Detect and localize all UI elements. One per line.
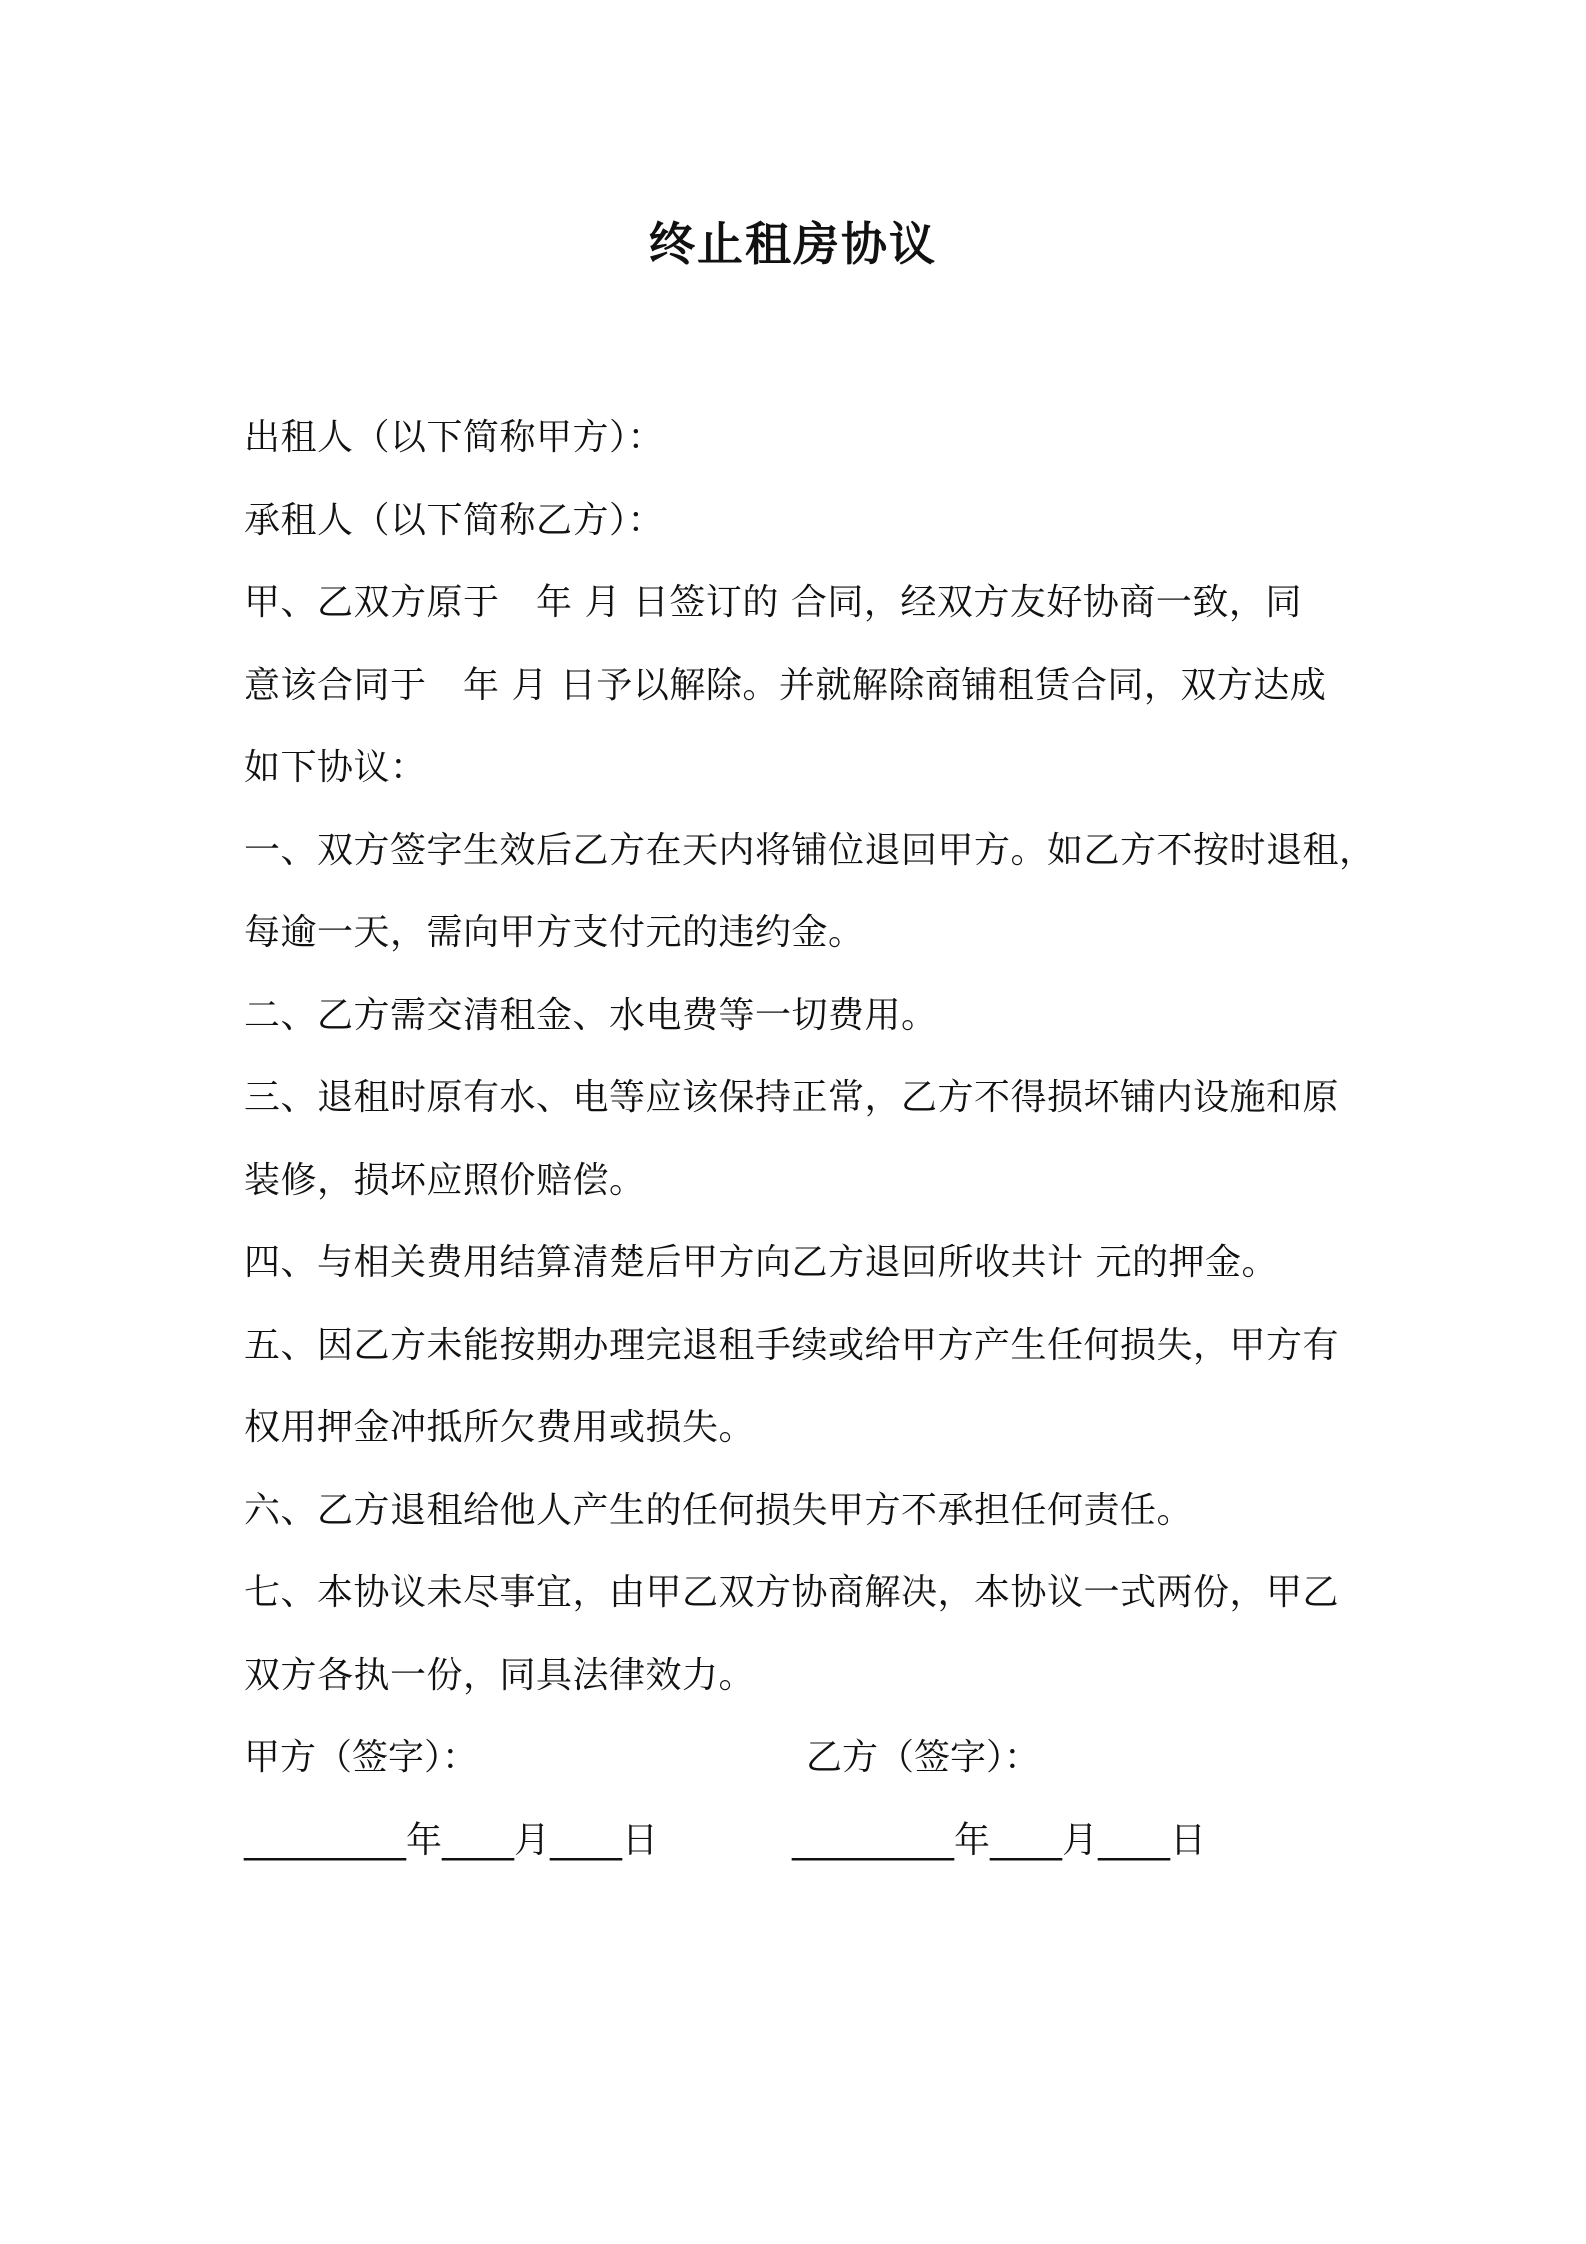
party-a-signature-label: 甲方（签字）： xyxy=(244,1737,479,1778)
clause-7-line-1: 七、本协议未尽事宜，由甲乙双方协商解决，本协议一式两份，甲乙 xyxy=(244,1572,1340,1613)
date-row xyxy=(244,1811,1364,1894)
clause-5-line-2: 权用押金冲抵所欠费用或损失。 xyxy=(244,1407,756,1448)
document-body xyxy=(244,408,1376,1893)
clause-7-line-2: 双方各执一份，同具法律效力。 xyxy=(244,1654,756,1696)
clause-3-line-1: 三、退租时原有水、电等应该保持正常，乙方不得损坏铺内设施和原 xyxy=(244,1077,1340,1118)
clause-1-line-1: 一、双方签字生效后乙方在天内将铺位退回甲方。如乙方不按时退租， xyxy=(244,829,1376,871)
clause-5-line-1: 五、因乙方未能按期办理完退租手续或给甲方产生任何损失，甲方有 xyxy=(244,1324,1340,1366)
preamble-line-3: 如下协议： xyxy=(244,747,427,788)
party-a-date-blank: _________年____月____日 xyxy=(244,1819,658,1861)
preamble-line-1: 甲、乙双方原于 年 月 日签订的 合同，经双方友好协商一致，同 xyxy=(244,582,1302,623)
clause-3-line-2: 装修，损坏应照价赔偿。 xyxy=(244,1159,646,1201)
lessor-line: 出租人（以下简称甲方）： xyxy=(244,417,665,458)
party-b-date-blank: _________年____月____日 xyxy=(792,1819,1206,1861)
signature-row xyxy=(244,1728,1364,1811)
clause-1-line-2: 每逾一天，需向甲方支付元的违约金。 xyxy=(244,912,865,953)
clause-6-line-1: 六、乙方退租给他人产生的任何损失甲方不承担任何责任。 xyxy=(244,1489,1194,1531)
clause-4-line-1: 四、与相关费用结算清楚后甲方向乙方退回所收共计 元的押金。 xyxy=(244,1242,1278,1283)
party-b-signature-label: 乙方（签字）： xyxy=(806,1737,1041,1778)
clause-2-line-1: 二、乙方需交清租金、水电费等一切费用。 xyxy=(244,994,938,1036)
preamble-line-2: 意该合同于 年 月 日予以解除。并就解除商铺租赁合同，双方达成 xyxy=(244,664,1327,706)
document-title: 终止租房协议 xyxy=(649,217,937,271)
lessee-line: 承租人（以下简称乙方）： xyxy=(244,499,665,541)
